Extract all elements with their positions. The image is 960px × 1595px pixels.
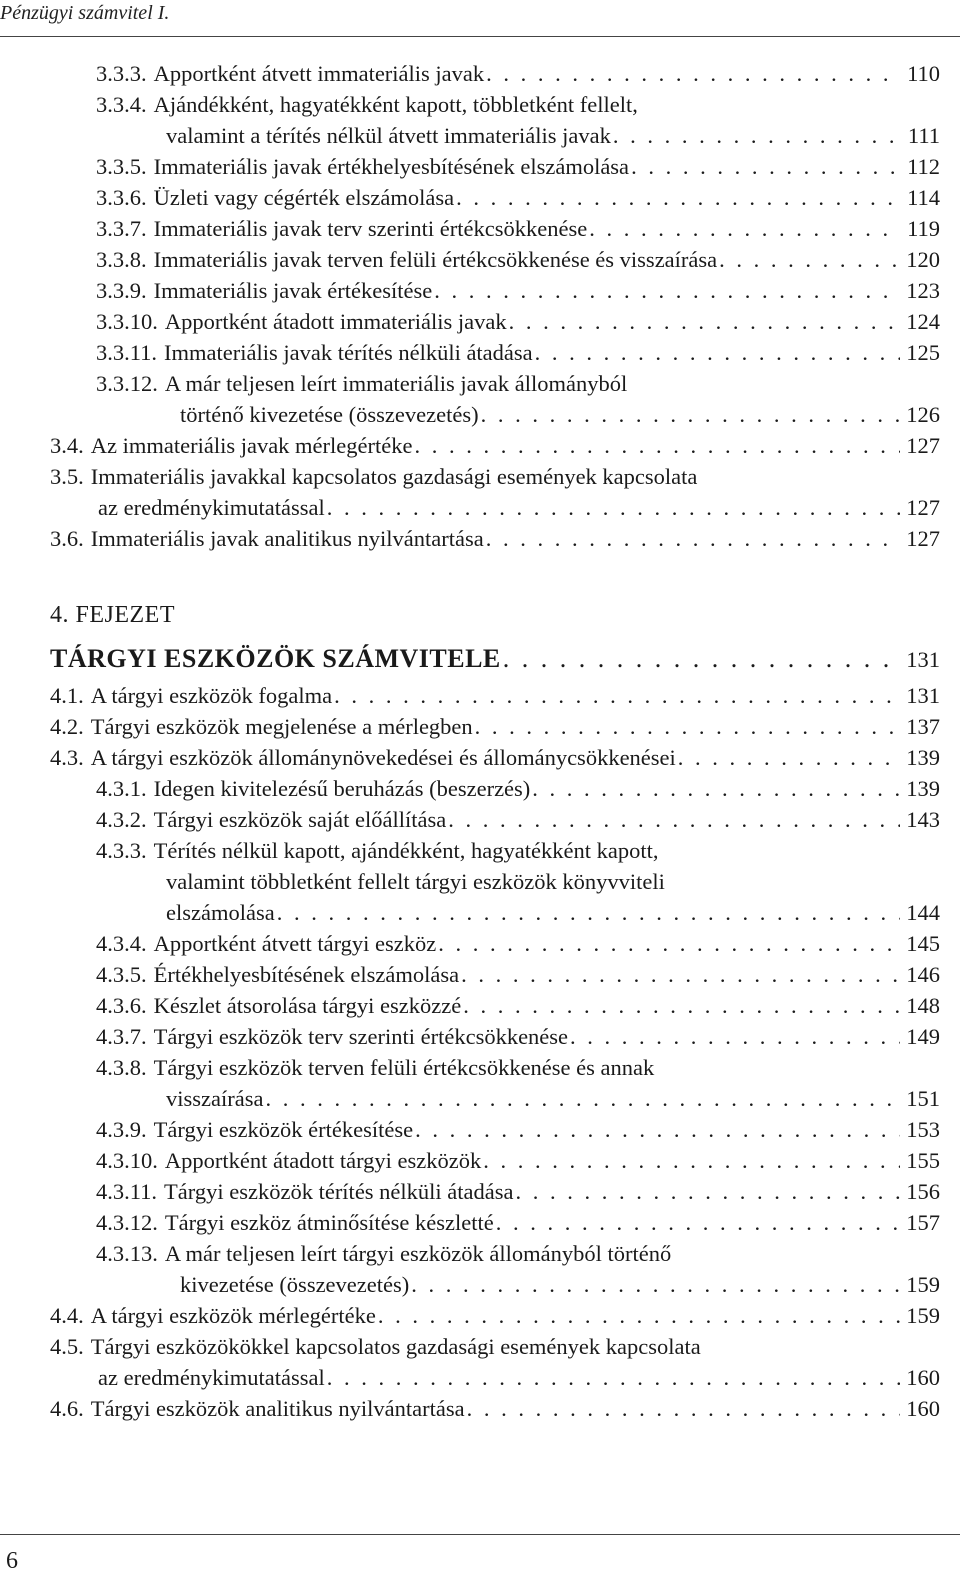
entry-page: 153 (906, 1117, 940, 1142)
entry-page: 124 (906, 309, 940, 334)
entry-number: 4.3.7. (96, 1024, 147, 1049)
entry-number: 3.3.10. (96, 309, 158, 334)
toc-entry-first-line (0, 835, 940, 866)
entry-title-continuation: valamint a térítés nélkül átvett immateriális javak (166, 123, 611, 148)
leader-dots (456, 182, 901, 213)
toc-entry-line (0, 711, 940, 742)
toc-entry-line (0, 1393, 940, 1424)
entry-title: Immateriális javak terven felüli értékcsökkenése és visszaírása (153, 247, 718, 272)
leader-dots (535, 337, 901, 368)
entry-title: Készlet átsorolása tárgyi eszközzé (153, 993, 462, 1018)
entry-number: 4.1. (50, 683, 84, 708)
toc-entry-line (0, 523, 940, 554)
entry-title: Immateriális javakkal kapcsolatos gazdasági események kapcsolata (90, 464, 698, 489)
leader-dots (334, 680, 900, 711)
toc-entry[interactable] (0, 337, 940, 368)
entry-number: 3.3.12. (96, 371, 158, 396)
chapter-label: 4. FEJEZET (50, 602, 175, 628)
toc-entry-line (0, 804, 940, 835)
entry-number: 4.3. (50, 745, 84, 770)
entry-number: 4.5. (50, 1334, 84, 1359)
leader-dots (265, 1083, 900, 1114)
toc-entry-first-line (0, 1331, 940, 1362)
toc-entry[interactable] (0, 461, 940, 523)
entry-title: Apportként átvett immateriális javak (153, 61, 485, 86)
toc-entry-line (0, 1300, 940, 1331)
toc-entry[interactable] (0, 1145, 940, 1176)
leader-dots (509, 306, 901, 337)
toc-entry[interactable] (0, 959, 940, 990)
entry-page: 111 (907, 123, 940, 148)
toc-entry[interactable] (0, 835, 940, 928)
footer-rule (0, 1534, 960, 1535)
leader-dots (613, 120, 902, 151)
toc-section-immaterial (0, 58, 940, 554)
leader-dots (481, 399, 901, 430)
entry-title-continuation: kivezetése (összevezetés) (180, 1272, 410, 1297)
chapter-title: TÁRGYI ESZKÖZÖK SZÁMVITELE (50, 644, 501, 673)
entry-number: 4.3.12. (96, 1210, 158, 1235)
entry-number: 4.3.2. (96, 807, 147, 832)
toc-entry[interactable] (0, 213, 940, 244)
entry-page: 127 (906, 495, 940, 520)
toc-entry-line (0, 1021, 940, 1052)
toc-entry-line (0, 1362, 940, 1393)
entry-page: 127 (906, 433, 940, 458)
toc-entry-line (0, 58, 940, 89)
entry-title-continuation: az eredménykimutatással (98, 495, 325, 520)
entry-page: 148 (906, 993, 940, 1018)
toc-entry-line (0, 1083, 940, 1114)
toc-entry[interactable] (0, 306, 940, 337)
entry-number: 3.3.5. (96, 154, 147, 179)
leader-dots (448, 804, 900, 835)
toc-entry-first-line (0, 1238, 940, 1269)
entry-number: 3.3.11. (96, 340, 158, 365)
toc-entry-line (0, 680, 940, 711)
entry-page: 139 (906, 776, 940, 801)
toc-entry-line (0, 928, 940, 959)
entry-number: 3.3.6. (96, 185, 147, 210)
toc-entry[interactable] (0, 1300, 940, 1331)
entry-title: Tárgyi eszközök analitikus nyilvántartása (90, 1396, 465, 1421)
entry-title: Immateriális javak terv szerinti értékcsökkenése (153, 216, 588, 241)
entry-page: 125 (906, 340, 940, 365)
entry-title-continuation: történő kivezetése (összevezetés) (180, 402, 479, 427)
toc-entry-line (0, 244, 940, 275)
entry-page: 145 (906, 931, 940, 956)
toc-section-tangible (0, 680, 940, 1424)
toc-entry-line (0, 337, 940, 368)
leader-dots (411, 1269, 900, 1300)
leader-dots (719, 244, 900, 275)
entry-page: 159 (906, 1303, 940, 1328)
toc-entry-line (0, 492, 940, 523)
leader-dots (438, 928, 900, 959)
entry-title: Immateriális javak analitikus nyilvántartása (90, 526, 484, 551)
toc-entry[interactable] (0, 1331, 940, 1393)
toc-entry[interactable] (0, 1176, 940, 1207)
entry-title: A tárgyi eszközök fogalma (90, 683, 333, 708)
entry-page: 160 (906, 1396, 940, 1421)
toc-entry-line (0, 120, 940, 151)
entry-title: Immateriális javak értékhelyesbítésének elszámolása (153, 154, 630, 179)
leader-dots (589, 213, 901, 244)
toc-entry[interactable] (0, 182, 940, 213)
toc-entry-line (0, 151, 940, 182)
toc-entry[interactable] (0, 1238, 940, 1300)
toc-entry[interactable] (0, 1114, 940, 1145)
toc-entry[interactable] (0, 368, 940, 430)
entry-page: 146 (906, 962, 940, 987)
toc-entry-line (0, 1176, 940, 1207)
entry-title: Tárgyi eszköz átminősítése készletté (164, 1210, 494, 1235)
entry-page: 155 (906, 1148, 940, 1173)
toc-entry[interactable] (0, 1052, 940, 1114)
table-of-contents (0, 58, 940, 1424)
toc-entry[interactable] (0, 928, 940, 959)
entry-title: Ajándékként, hagyatékként kapott, többletként fellelt, (153, 92, 638, 117)
toc-entry[interactable] (0, 1393, 940, 1424)
entry-title: A tárgyi eszközök állománynövekedései és állománycsökkenései (90, 745, 676, 770)
toc-entry[interactable] (0, 523, 940, 554)
entry-title: Apportként átadott tárgyi eszközök (164, 1148, 482, 1173)
entry-number: 3.4. (50, 433, 84, 458)
entry-number: 3.3.4. (96, 92, 147, 117)
entry-page: 160 (906, 1365, 940, 1390)
toc-entry-line (0, 306, 940, 337)
toc-entry-line (0, 1145, 940, 1176)
entry-number: 4.3.5. (96, 962, 147, 987)
leader-dots (496, 1207, 901, 1238)
entry-title: Tárgyi eszközök értékesítése (153, 1117, 414, 1142)
leader-dots (461, 959, 900, 990)
toc-entry[interactable] (0, 430, 940, 461)
toc-entry[interactable] (0, 151, 940, 182)
leader-dots (467, 1393, 901, 1424)
entry-title: Tárgyi eszközök saját előállítása (153, 807, 447, 832)
entry-title: Üzleti vagy cégérték elszámolása (153, 185, 455, 210)
entry-page: 149 (906, 1024, 940, 1049)
entry-number: 4.2. (50, 714, 84, 739)
toc-entry[interactable] (0, 244, 940, 275)
entry-number: 4.4. (50, 1303, 84, 1328)
leader-dots (483, 1145, 900, 1176)
entry-number: 4.3.8. (96, 1055, 147, 1080)
entry-title: A már teljesen leírt immateriális javak állományból (164, 371, 628, 396)
entry-title: Apportként átadott immateriális javak (164, 309, 507, 334)
leader-dots (327, 1362, 900, 1393)
entry-title: Idegen kivitelezésű beruházás (beszerzés) (153, 776, 531, 801)
entry-page: 110 (907, 61, 940, 86)
entry-title: Tárgyi eszközökökkel kapcsolatos gazdasági események kapcsolata (90, 1334, 701, 1359)
toc-entry-line (0, 399, 940, 430)
leader-dots (415, 1114, 900, 1145)
leader-dots (434, 275, 900, 306)
entry-page: 127 (906, 526, 940, 551)
entry-page: 156 (906, 1179, 940, 1204)
toc-entry-line (0, 182, 940, 213)
entry-page: 157 (906, 1210, 940, 1235)
leader-dots (516, 1176, 901, 1207)
toc-entry-line (0, 742, 940, 773)
entry-title: Térítés nélkül kapott, ajándékként, hagyatékként kapott, (153, 838, 659, 863)
toc-entry-line (0, 1114, 940, 1145)
entry-title: Tárgyi eszközök térítés nélküli átadása (164, 1179, 514, 1204)
entry-number: 4.3.13. (96, 1241, 158, 1266)
entry-page: 139 (906, 745, 940, 770)
toc-entry-first-line (0, 89, 940, 120)
entry-page: 120 (906, 247, 940, 272)
toc-entry-first-line (0, 368, 940, 399)
entry-title: A tárgyi eszközök mérlegértéke (90, 1303, 376, 1328)
entry-number: 4.6. (50, 1396, 84, 1421)
toc-entry-line (0, 430, 940, 461)
toc-entry[interactable] (0, 89, 940, 151)
toc-entry[interactable] (0, 1207, 940, 1238)
toc-entry-line (0, 1207, 940, 1238)
chapter-page: 131 (906, 647, 940, 672)
entry-number: 4.3.11. (96, 1179, 158, 1204)
leader-dots (463, 990, 900, 1021)
chapter-title-entry[interactable] (0, 639, 940, 680)
leader-dots (277, 897, 901, 928)
toc-entry[interactable] (0, 804, 940, 835)
toc-entry[interactable] (0, 58, 940, 89)
leader-dots (503, 639, 900, 679)
entry-page: 114 (907, 185, 940, 210)
entry-page: 126 (906, 402, 940, 427)
entry-title: Értékhelyesbítésének elszámolása (153, 962, 460, 987)
entry-title-continuation: visszaírása (166, 1086, 264, 1111)
leader-dots (631, 151, 901, 182)
entry-title-continuation: az eredménykimutatással (98, 1365, 325, 1390)
entry-number: 3.3.8. (96, 247, 147, 272)
leader-dots (486, 58, 901, 89)
entry-title: Apportként átvett tárgyi eszköz (153, 931, 437, 956)
toc-entry-line (0, 897, 940, 928)
entry-number: 4.3.10. (96, 1148, 158, 1173)
toc-entry[interactable] (0, 680, 940, 711)
leader-dots (327, 492, 900, 523)
leader-dots (378, 1300, 900, 1331)
toc-entry-line (0, 990, 940, 1021)
leader-dots (570, 1021, 900, 1052)
toc-entry-line (0, 959, 940, 990)
toc-entry-first-line (0, 461, 940, 492)
entry-title: Tárgyi eszközök terv szerinti értékcsökkenése (153, 1024, 569, 1049)
entry-page: 151 (906, 1086, 940, 1111)
toc-entry[interactable] (0, 742, 940, 773)
toc-entry[interactable] (0, 773, 940, 804)
leader-dots (475, 711, 901, 742)
entry-page: 123 (906, 278, 940, 303)
entry-page: 137 (906, 714, 940, 739)
leader-dots (414, 430, 900, 461)
entry-page: 112 (907, 154, 940, 179)
entry-number: 4.3.1. (96, 776, 147, 801)
header-rule (0, 36, 960, 37)
entry-number: 4.3.3. (96, 838, 147, 863)
running-head: Pénzügyi számvitel I. (0, 2, 170, 24)
toc-entry-first-line (0, 1052, 940, 1083)
entry-title: A már teljesen leírt tárgyi eszközök állományból történő (164, 1241, 672, 1266)
leader-dots (532, 773, 900, 804)
entry-title: Tárgyi eszközök megjelenése a mérlegben (90, 714, 473, 739)
toc-entry[interactable] (0, 990, 940, 1021)
leader-dots (678, 742, 900, 773)
entry-number: 4.3.6. (96, 993, 147, 1018)
entry-title: Az immateriális javak mérlegértéke (90, 433, 413, 458)
entry-page: 144 (906, 900, 940, 925)
entry-page: 159 (906, 1272, 940, 1297)
entry-page: 143 (906, 807, 940, 832)
entry-number: 3.3.7. (96, 216, 147, 241)
page-number: 6 (6, 1548, 18, 1574)
entry-title: Immateriális javak értékesítése (153, 278, 433, 303)
entry-number: 3.3.3. (96, 61, 147, 86)
toc-entry-line (0, 773, 940, 804)
toc-entry-line (0, 1269, 940, 1300)
entry-page: 131 (906, 683, 940, 708)
leader-dots (486, 523, 901, 554)
toc-entry[interactable] (0, 275, 940, 306)
entry-number: 4.3.4. (96, 931, 147, 956)
entry-title: Tárgyi eszközök terven felüli értékcsökkenése és annak (153, 1055, 655, 1080)
toc-entry-line (0, 213, 940, 244)
entry-number: 3.5. (50, 464, 84, 489)
entry-page: 119 (907, 216, 940, 241)
entry-title-continuation: elszámolása (166, 900, 275, 925)
toc-entry-continuation: valamint többletként fellelt tárgyi eszközök könyvviteli (166, 869, 665, 894)
toc-entry[interactable] (0, 711, 940, 742)
toc-entry[interactable] (0, 1021, 940, 1052)
entry-number: 4.3.9. (96, 1117, 147, 1142)
entry-number: 3.3.9. (96, 278, 147, 303)
entry-title: Immateriális javak térítés nélküli átadása (164, 340, 533, 365)
toc-entry-line (0, 275, 940, 306)
entry-number: 3.6. (50, 526, 84, 551)
